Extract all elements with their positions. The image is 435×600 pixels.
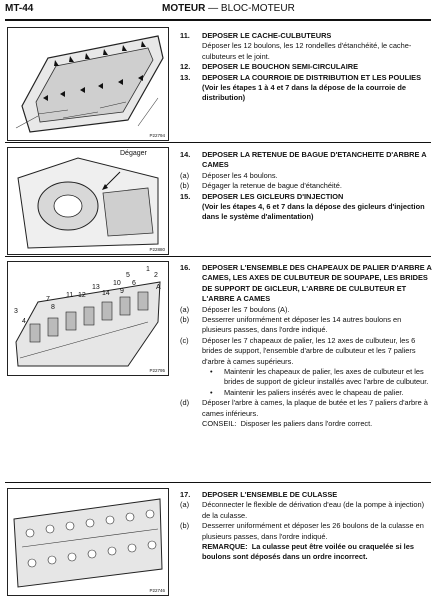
- subsection-title: BLOC-MOTEUR: [220, 3, 295, 14]
- page-header-title: [162, 3, 295, 14]
- page-number: MT-44: [5, 3, 34, 14]
- step-16: [180, 263, 432, 305]
- sub-step-label: (b): [180, 181, 190, 191]
- step-12: [180, 62, 432, 72]
- sub-step-text: Déconnecter le flexible de dérivation d'eau (de la pompe à injection) de la culasse.: [202, 500, 425, 520]
- sub-step-label: (b): [180, 521, 190, 531]
- section-divider: [5, 256, 431, 257]
- sub-step: [180, 521, 432, 542]
- step-number: 12.: [180, 62, 191, 72]
- step-number: 14.: [180, 150, 191, 159]
- steps-14-15: [180, 150, 432, 223]
- sub-step-label: (a): [180, 500, 190, 510]
- bolt-label: 12: [78, 292, 86, 299]
- sub-step: [180, 181, 432, 191]
- bolt-label: A: [156, 284, 161, 291]
- step-title: DEPOSER LE CACHE-CULBUTEURS: [202, 31, 332, 40]
- sub-step-text: Déposer les 7 chapeaux de palier, les 12 axes de culbuteur, les 6 brides de support, l'ensemble d'arbre de culbuteur et les 7 paliers d'arbre à cames supérieurs.: [202, 335, 416, 366]
- sub-step-text: Déposer les 7 boulons (A).: [202, 304, 290, 314]
- sub-step-text: Déposer les 4 boulons.: [202, 170, 278, 180]
- step-11: [180, 31, 432, 41]
- tip: [180, 419, 432, 429]
- sub-step: [180, 315, 432, 336]
- sub-step: [180, 171, 432, 181]
- sub-step-text: Desserrer uniformément et déposer les 14 autres boulons en plusieurs passes, dans l'ordre indiqué.: [202, 315, 402, 335]
- figure-id: P22880: [149, 247, 165, 252]
- bolt-label: 11: [66, 292, 74, 299]
- bolt-label: 14: [102, 290, 110, 297]
- bolt-label: 5: [126, 272, 130, 279]
- bolt-label: 8: [51, 304, 55, 311]
- sub-step-text: Dégager la retenue de bague d'étanchéité.: [202, 181, 342, 191]
- header-rule: [5, 19, 431, 21]
- step-text: Déposer les 12 boulons, les 12 rondelles d'étanchéité, le cache-culbuteurs et le joint.: [202, 41, 412, 61]
- cylinder-head-cover-illustration: [8, 28, 168, 140]
- figure-cylinder-head: [7, 488, 169, 596]
- bullet-text: Maintenir les chapeaux de palier, les axes de culbuteur et les brides de support de gicleur installés avec l'arbre de culbuteur.: [224, 367, 429, 387]
- bolt-label: 10: [113, 280, 121, 287]
- step-number: 16.: [180, 263, 191, 272]
- bullet-mark: •: [210, 387, 213, 397]
- step-number: 13.: [180, 72, 191, 82]
- bolt-label: 1: [146, 266, 150, 273]
- sub-step: [180, 305, 432, 315]
- bullet-item: [180, 367, 432, 388]
- tip-label: CONSEIL:: [202, 419, 237, 429]
- step-number: 15.: [180, 191, 191, 201]
- bullet-item: [180, 388, 432, 398]
- sub-step-text: Déposer l'arbre à cames, la plaque de butée et les 7 paliers d'arbre à cames inférieurs.: [202, 398, 428, 418]
- warning: [180, 542, 432, 563]
- bullet-text: Maintenir les paliers insérés avec le chapeau de palier.: [224, 387, 404, 397]
- bolt-label: 4: [22, 318, 26, 325]
- figure-seal-retainer: [7, 147, 169, 255]
- section-divider: [5, 142, 431, 143]
- bolt-label: 13: [92, 284, 100, 291]
- warning-text: La culasse peut être voilée ou craquelée si les boulons sont déposés dans un ordre incorrect.: [202, 542, 414, 562]
- sub-step-label: (c): [180, 335, 189, 345]
- step-15: [180, 192, 432, 202]
- seal-retainer-illustration: [8, 148, 168, 254]
- sub-step: [180, 398, 432, 419]
- step-note: (Voir les étapes 4, 6 et 7 dans la dépose des gicleurs d'injection dans le système d'alimentation): [202, 202, 425, 222]
- camshaft-caps-illustration: [8, 262, 168, 375]
- section-divider: [5, 482, 431, 483]
- figure-id: P22795: [149, 368, 165, 373]
- section-title: MOTEUR: [162, 3, 206, 14]
- cylinder-head-illustration: [8, 489, 168, 595]
- bullet-mark: •: [210, 367, 213, 377]
- bolt-label: 2: [154, 272, 158, 279]
- tip-text: Disposer les paliers dans l'ordre correct.: [240, 419, 373, 429]
- step-16-block: [180, 263, 432, 430]
- step-title: DEPOSER L'ENSEMBLE DE CULASSE: [202, 490, 338, 499]
- sub-step-text: Desserrer uniformément et déposer les 26 boulons de la culasse en plusieurs passes, dans l'ordre indiqué.: [202, 521, 424, 541]
- warning-label: REMARQUE:: [202, 542, 248, 552]
- step-title: DEPOSER LES GICLEURS D'INJECTION: [202, 191, 344, 201]
- sub-step: [180, 500, 432, 521]
- step-number: 11.: [180, 31, 190, 40]
- step-note: (Voir les étapes 1 à 4 et 7 dans la dépose de la courroie de distribution): [202, 83, 407, 103]
- sub-step-label: (d): [180, 398, 190, 408]
- figure-id: P22746: [149, 588, 165, 593]
- header-dash: —: [208, 3, 219, 14]
- callout-label: Dégager: [120, 150, 147, 157]
- step-number: 17.: [180, 490, 191, 499]
- sub-step: [180, 336, 432, 367]
- bolt-label: 9: [120, 288, 124, 295]
- step-title: DEPOSER LE BOUCHON SEMI-CIRCULAIRE: [202, 62, 359, 72]
- step-title: DEPOSER LA RETENUE DE BAGUE D'ETANCHEITE D'ARBRE A CAMES: [202, 150, 427, 170]
- bolt-label: 3: [14, 308, 18, 315]
- step-17-block: [180, 490, 432, 563]
- bolt-label: 6: [132, 280, 136, 287]
- step-title: DEPOSER LA COURROIE DE DISTRIBUTION ET LES POULIES: [202, 72, 422, 82]
- bolt-label: 7: [46, 296, 50, 303]
- figure-id: P22794: [149, 133, 165, 138]
- step-title: DEPOSER L'ENSEMBLE DES CHAPEAUX DE PALIER D'ARBRE A CAMES, LES AXES DE CULBUTEUR DE SOUPAPE, LES BRIDES DE SUPPORT DE GICLEUR, L'ARBRE DE CULBUTEUR ET L'ARBRE A CAMES: [202, 263, 432, 304]
- sub-step-label: (b): [180, 315, 190, 325]
- step-13: [180, 73, 432, 83]
- sub-step-label: (a): [180, 170, 190, 180]
- step-17: [180, 490, 432, 500]
- step-14: [180, 150, 432, 171]
- figure-cylinder-head-cover: [7, 27, 169, 141]
- figure-camshaft-caps: [7, 261, 169, 376]
- steps-11-13: [180, 31, 432, 104]
- sub-step-label: (a): [180, 304, 190, 314]
